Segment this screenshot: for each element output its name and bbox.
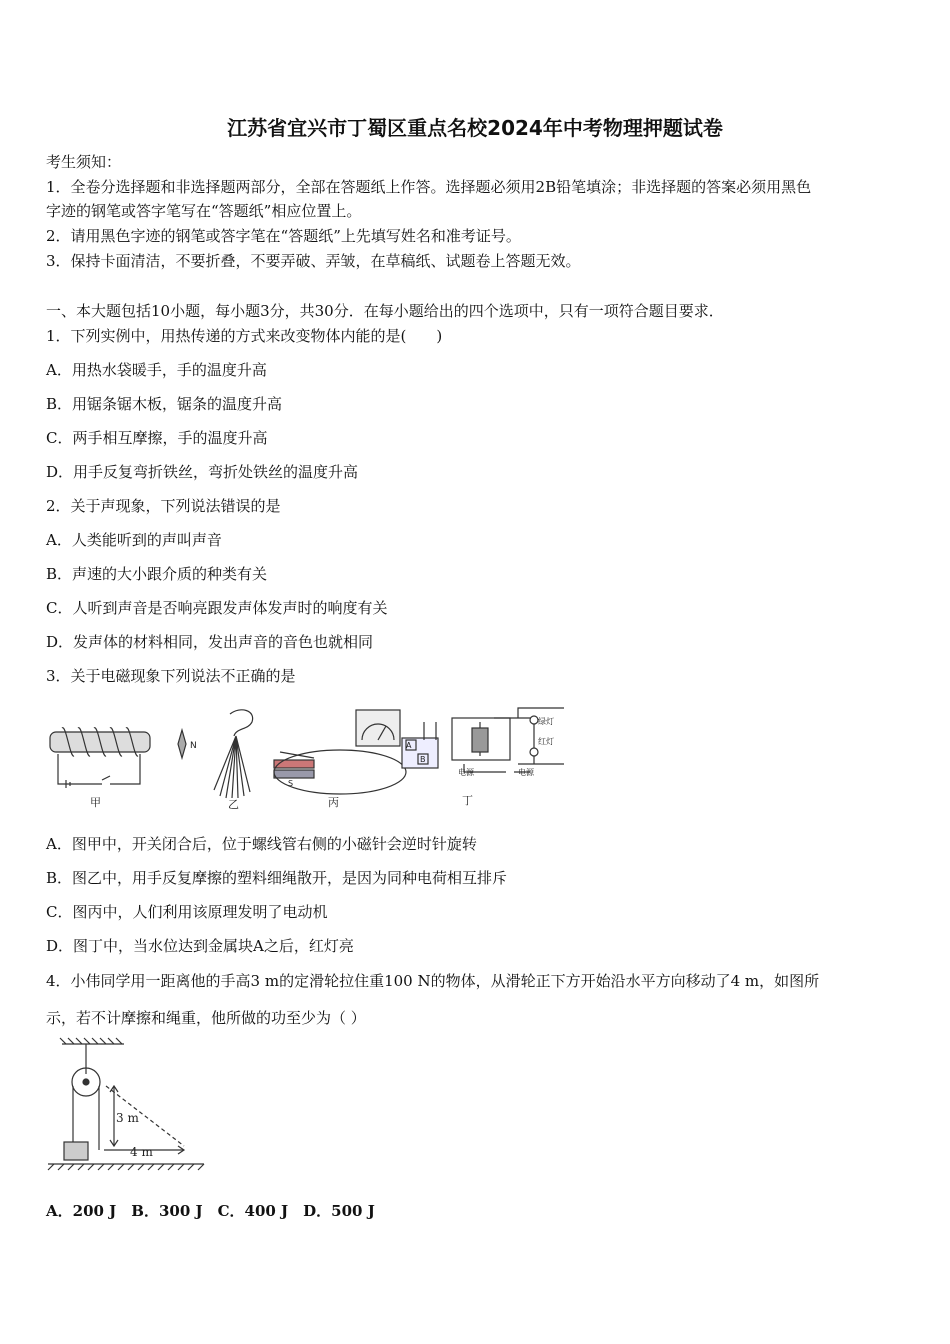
generator-diagram (274, 710, 406, 794)
question-3-stem: 3．关于电磁现象下列说法不正确的是 (46, 667, 296, 685)
notice-heading: 考生须知： (46, 153, 122, 171)
question-3-option-c: C．图丙中，人们利用该原理发明了电动机 (46, 903, 328, 921)
label-contact-b: B (420, 755, 426, 764)
question-2-option-c: C．人听到声音是否响亮跟发声体发声时的响度有关 (46, 599, 388, 617)
figure-label-jia: 甲 (90, 796, 101, 809)
label-green-lamp: 绿灯 (538, 717, 554, 726)
label-red-lamp: 红灯 (538, 737, 554, 746)
distance-label: 4 m (130, 1145, 153, 1159)
figure-label-ding: 丁 (462, 794, 473, 807)
question-1-option-b: B．用锯条锯木板，锯条的温度升高 (46, 395, 283, 413)
figure-label-bing: 丙 (328, 796, 339, 809)
pulley-figure (44, 1036, 214, 1176)
notice-item: 3．保持卡面清洁，不要折叠，不要弄破、弄皱，在草稿纸、试题卷上答题无效。 (46, 252, 581, 270)
question-4-stem: 4．小伟同学用一距离他的手高3 m的定滑轮拉住重100 N的物体，从滑轮正下方开始沿水平方向移动了4 m，如图所 (46, 972, 820, 990)
page-title: 江苏省宜兴市丁蜀区重点名校2024年中考物理押题试卷 (227, 116, 723, 140)
electromagnetism-figure (44, 700, 564, 812)
solenoid-diagram (50, 728, 150, 788)
weight-block (64, 1142, 88, 1160)
question-4-stem-continued: 示，若不计摩擦和绳重，他所做的功至少为（ ） (46, 1009, 366, 1027)
figure-label-yi: 乙 (228, 798, 239, 811)
label-contact-a: A (406, 741, 412, 750)
label-south: S (288, 779, 294, 788)
notice-item: 1．全卷分选择题和非选择题两部分，全部在答题纸上作答。选择题必须用2B铅笔填涂；非选择题的答案必须用黑色 (46, 178, 812, 196)
question-2-option-b: B．声速的大小跟介质的种类有关 (46, 565, 268, 583)
question-2-option-d: D．发声体的材料相同，发出声音的音色也就相同 (46, 633, 374, 651)
question-3-option-d: D．图丁中，当水位达到金属块A之后，红灯亮 (46, 937, 354, 955)
label-north: N (190, 741, 197, 751)
height-label: 3 m (116, 1111, 139, 1125)
question-1-stem: 1．下列实例中，用热传递的方式来改变物体内能的是( ) (46, 327, 443, 345)
question-2-stem: 2．关于声现象，下列说法错误的是 (46, 497, 281, 515)
question-3-option-b: B．图乙中，用手反复摩擦的塑料细绳散开，是因为同种电荷相互排斥 (46, 869, 508, 887)
question-1-option-d: D．用手反复弯折铁丝，弯折处铁丝的温度升高 (46, 463, 359, 481)
rope-strands-diagram (214, 710, 253, 798)
label-power-2: 电源 (518, 768, 534, 777)
question-2-option-a: A．人类能听到的声叫声音 (46, 531, 222, 549)
notice-item: 字迹的钢笔或答字笔写在“答题纸”相应位置上。 (46, 202, 362, 220)
compass-needle (178, 730, 186, 758)
label-power-1: 电源 (458, 768, 474, 777)
question-1-option-c: C．两手相互摩擦，手的温度升高 (46, 429, 268, 447)
question-3-option-a: A．图甲中，开关闭合后，位于螺线管右侧的小磁针会逆时针旋转 (46, 835, 477, 853)
question-4-options: A．200 J B．300 J C．400 J D．500 J (46, 1202, 375, 1220)
section-heading: 一、本大题包括10小题，每小题3分，共30分．在每小题给出的四个选项中，只有一项符合题目要求． (46, 302, 724, 320)
question-1-option-a: A．用热水袋暖手，手的温度升高 (46, 361, 267, 379)
notice-item: 2．请用黑色字迹的钢笔或答字笔在“答题纸”上先填写姓名和准考证号。 (46, 227, 521, 245)
